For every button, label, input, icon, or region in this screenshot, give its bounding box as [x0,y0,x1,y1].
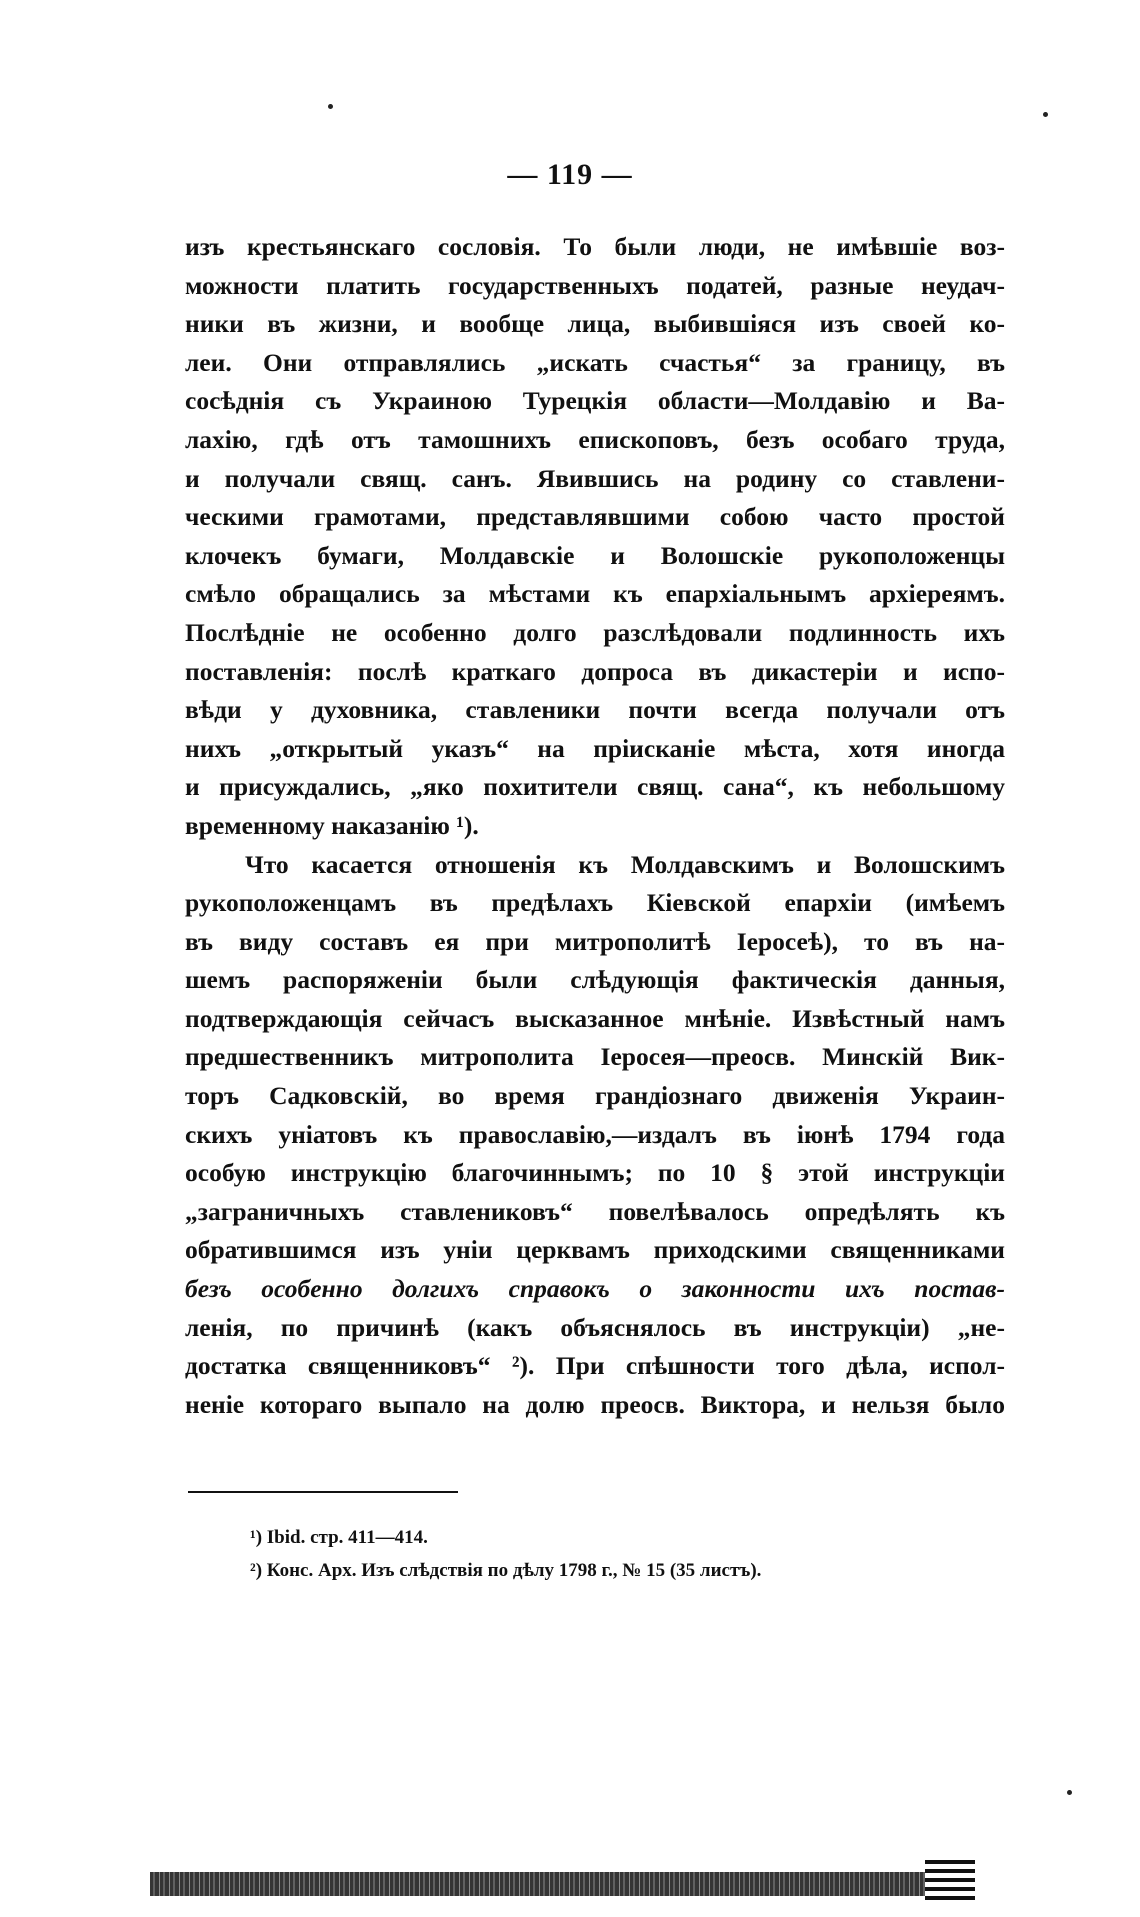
footnote: ¹) Ibid. стр. 411—414. [250,1527,428,1548]
text-line: и получали свящ. санъ. Явившись на родину со ставлени- [185,463,1005,493]
text-line-italic: безъ особенно долгихъ справокъ о законности ихъ постав- [185,1274,1005,1304]
text-line: подтверждающія сейчасъ высказанное мнѣніе. Извѣстный намъ [185,1003,1005,1033]
text-line: торъ Садковскій, во время грандіознаго движенія Украин- [185,1081,1005,1111]
footnote-divider [188,1491,458,1493]
text-line: особую инструкцію благочиннымъ; по 10 § этой инструкціи [185,1158,1005,1188]
scan-edge-artifact [925,1860,975,1900]
text-line: можности платить государственныхъ податей, разные неудач- [185,270,1005,300]
text-line: Послѣдніе не особенно долго разслѣдовали подлинность ихъ [185,617,1005,647]
text-line: неніе котораго выпало на долю преосв. Виктора, и нельзя было [185,1389,1005,1419]
body-text [185,228,1005,1424]
text-line: ленія, по причинѣ (какъ объяснялось въ инструкціи) „не- [185,1312,1005,1342]
text-line: поставленія: послѣ краткаго допроса въ дикастеріи и испо- [185,656,1005,686]
text-line: клочекъ бумаги, Молдавскіе и Волошскіе рукоположенцы [185,540,1005,570]
text-line: Что касается отношенія къ Молдавскимъ и Волошскимъ [245,849,1005,879]
text-line: рукоположенцамъ въ предѣлахъ Кіевской епархіи (имѣемъ [185,888,1005,918]
scan-speck [1043,112,1048,117]
text-line: вѣди у духовника, ставленики почти всегда получали отъ [185,695,1005,725]
text-line: сосѣднія съ Украиною Турецкія области—Молдавію и Ва- [185,386,1005,416]
text-line: достатка священниковъ“ ²). При спѣшности того дѣла, испол- [185,1351,1005,1381]
text-line: и присуждались, „яко похитители свящ. сана“, къ небольшому [185,772,1005,802]
text-line: леи. Они отправлялись „искать счастья“ за границу, въ [185,347,1005,377]
text-line: обратившимся изъ уніи церквамъ приходскими священниками [185,1235,1005,1265]
footnotes [250,1521,761,1587]
text-line: лахію, гдѣ отъ тамошнихъ епископовъ, безъ особаго труда, [185,424,1005,454]
scan-speck [328,104,333,109]
scan-edge-artifact [150,1872,970,1896]
text-line: временному наказанію ¹). [185,810,479,840]
text-line: предшественникъ митрополита Іеросея—преосв. Минскій Вик- [185,1042,1005,1072]
scan-speck [1067,1790,1072,1795]
text-line: нихъ „открытый указъ“ на пріисканіе мѣста, хотя иногда [185,733,1005,763]
text-line: „заграничныхъ ставлениковъ“ повелѣвалось опредѣлять къ [185,1196,1005,1226]
page-number: — 119 — [507,158,633,191]
text-line: смѣло обращались за мѣстами къ епархіальнымъ архіереямъ. [185,579,1005,609]
footnote: ²) Конс. Арх. Изъ слѣдствія по дѣлу 1798 г., № 15 (35 листъ). [250,1560,762,1581]
text-line: въ виду составъ ея при митрополитѣ Іеросеѣ), то въ на- [185,926,1005,956]
text-line: ческими грамотами, представлявшими собою часто простой [185,502,1005,532]
text-line: шемъ распоряженіи были слѣдующія фактическія данныя, [185,965,1005,995]
text-line: скихъ уніатовъ къ православію,—издалъ въ іюнѣ 1794 года [185,1119,1005,1149]
text-line: ники въ жизни, и вообще лица, выбившіяся изъ своей ко- [185,309,1005,339]
text-line: изъ крестьянскаго сословія. То были люди, не имѣвшіе воз- [185,232,1005,261]
